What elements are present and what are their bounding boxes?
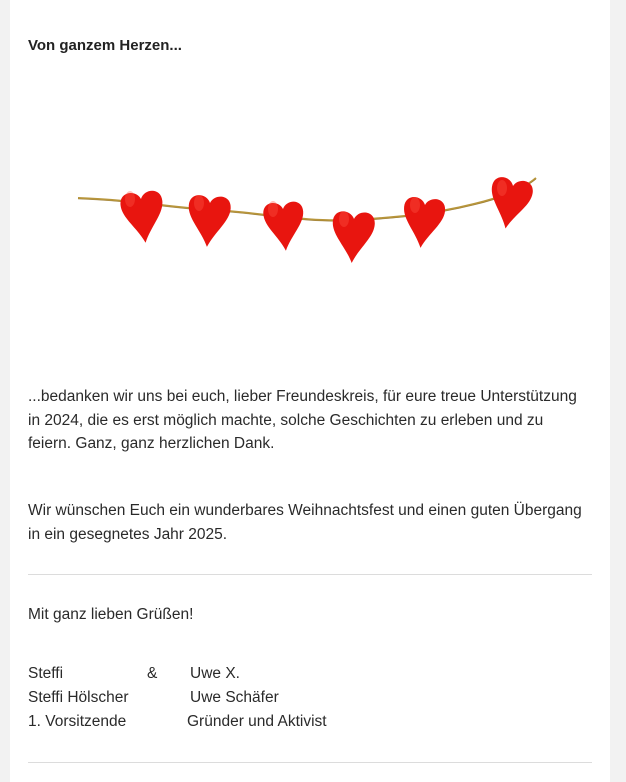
- signature-left-full-name: Steffi Hölscher: [28, 689, 129, 706]
- signature-right-first-name: Uwe X.: [190, 665, 240, 682]
- signature-right-full-name: Uwe Schäfer: [190, 689, 279, 706]
- email-title: Von ganzem Herzen...: [28, 37, 182, 54]
- signature-right-role: Gründer und Aktivist: [187, 713, 327, 730]
- thanks-paragraph: ...bedanken wir uns bei euch, lieber Freundeskreis, für eure treue Unterstützung in 2024, die es erst möglich machte, solche Geschichten zu erleben und zu feiern. Ganz, ganz herzlichen Dank.: [28, 388, 577, 452]
- wishes-paragraph: Wir wünschen Euch ein wunderbares Weihnachtsfest und einen guten Übergang in ein gesegnetes Jahr 2025.: [28, 502, 582, 543]
- greeting: Mit ganz lieben Grüßen!: [28, 606, 194, 623]
- signature-ampersand: &: [147, 665, 158, 682]
- signature-left-first-name: Steffi: [28, 665, 64, 682]
- signature-left-role: 1. Vorsitzende: [28, 713, 127, 730]
- divider: [28, 762, 592, 763]
- heart-garland-icon: [74, 172, 540, 272]
- divider: [28, 574, 592, 575]
- email-body: [10, 0, 610, 782]
